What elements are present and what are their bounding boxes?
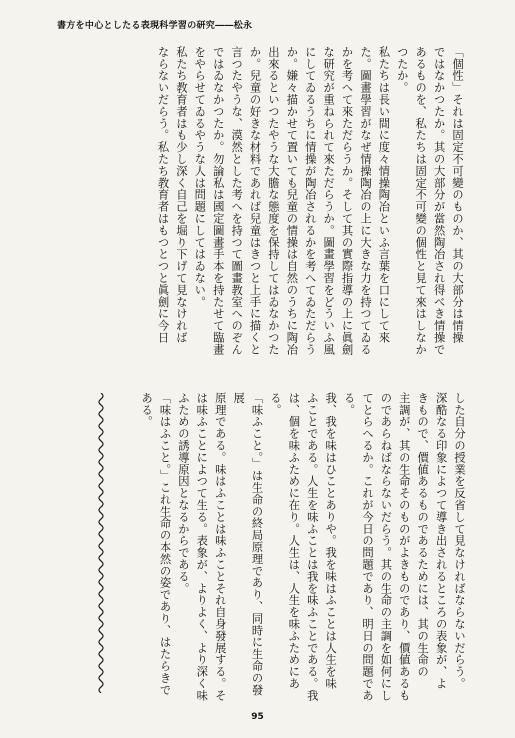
text-line: 「個性」それは固定不可變のものか、其の大部分は情操 [451,46,464,344]
text-line: ならないだらう。私たち教育者はもつとつと眞劍に今日 [156,46,170,344]
text-line: 「味ふこと。」は生命の終局原理であり、同時に生命の發展 [232,392,264,696]
wavy-divider [95,393,107,693]
text-line: あるものを、私たちは固定不可變の個性と見て來はしなか [414,46,428,356]
text-line: にしてゐるうちに情操が陶冶されるかを考へてゐただらう [303,46,317,356]
text-line: 深酷なる印象によつて導き出されるところの表象が、よ [434,392,448,690]
text-line: てとらへるか。これが今日の問題であり、明日の問題であ [360,392,374,702]
text-line: 言つたやうな、漠然とした考へを持つて圖畫教室へのぞん [230,46,244,356]
text-line: 私たちは長い間に度々情操陶冶といふ言葉を口にして來 [377,46,391,344]
text-line: 原理である。味はふことは味ふことそれ自身發展する。そ [213,392,227,702]
lower-text-block [140,392,468,704]
text-line: 私たち教育者はも少し深く自己を堀り下げて見なければ [174,46,188,344]
text-line: ふことである。人生を味ふことは我を味ふことである。我 [305,392,319,702]
page-number: 95 [251,712,264,722]
text-line: る。 [342,392,356,416]
text-line: した自分の授業を反省して見なければならないだらう。 [453,392,466,690]
text-line: をやらせてゐるやうな人は問題にしてはゐない。 [193,46,207,308]
text-line: 主調が、其の生命そのものがよきものであり、價値あるも [397,392,411,702]
text-line: つたか。 [395,46,409,94]
text-line: のであらねばならないだらう。其の生命の主調を如何にし [379,392,393,702]
text-line: な研究が重ねられて來ただらうか。圖畫學習をどういふ風 [322,46,336,356]
text-line: ある。 [140,392,154,428]
text-line: か。兒童の好きな材料であれば兒童はきつと上手に描くと [248,46,262,356]
text-line: は味ふことによつて生る。表象が、よりよく、より深く味 [195,392,209,702]
text-line: ふための誘導原因となるからである。 [176,392,190,595]
text-line: ではゐなかつたか。勿論私は國定圖畫手本を持たせて臨畫 [211,46,225,356]
text-line: は、個を味ふために在り。人生は、人生を味ふためにある。 [268,392,301,690]
text-line: た。圖畫學習がなぜ情操陶冶の上に大きな力を持つてゐる [358,46,372,356]
text-line: 「味はふこと。」これ生命の本然の姿であり、はたらきで [158,392,172,696]
text-line: 出來るといつたやうな大膽な態度を保持してはゐなかつた [266,46,280,356]
text-line: か。嫌々描かせて置いても兒童の情操は自然のうちに陶冶 [285,46,299,356]
text-line: ではなかつたか。其の大部分が當然陶冶され得べき情操で [432,46,446,356]
running-header: 書方を中心としたる表現科学習の研究――松永 [57,21,253,31]
text-line: 我、我を味はひことありや。我を味はふことは人生を味 [324,392,338,690]
text-line: かを考へて來ただらうか。そして其の實際指導の上に眞劍 [340,46,354,356]
text-line: きもので、價値あるものであるためには、其の生命の [416,392,430,678]
upper-text-block [98,46,466,371]
